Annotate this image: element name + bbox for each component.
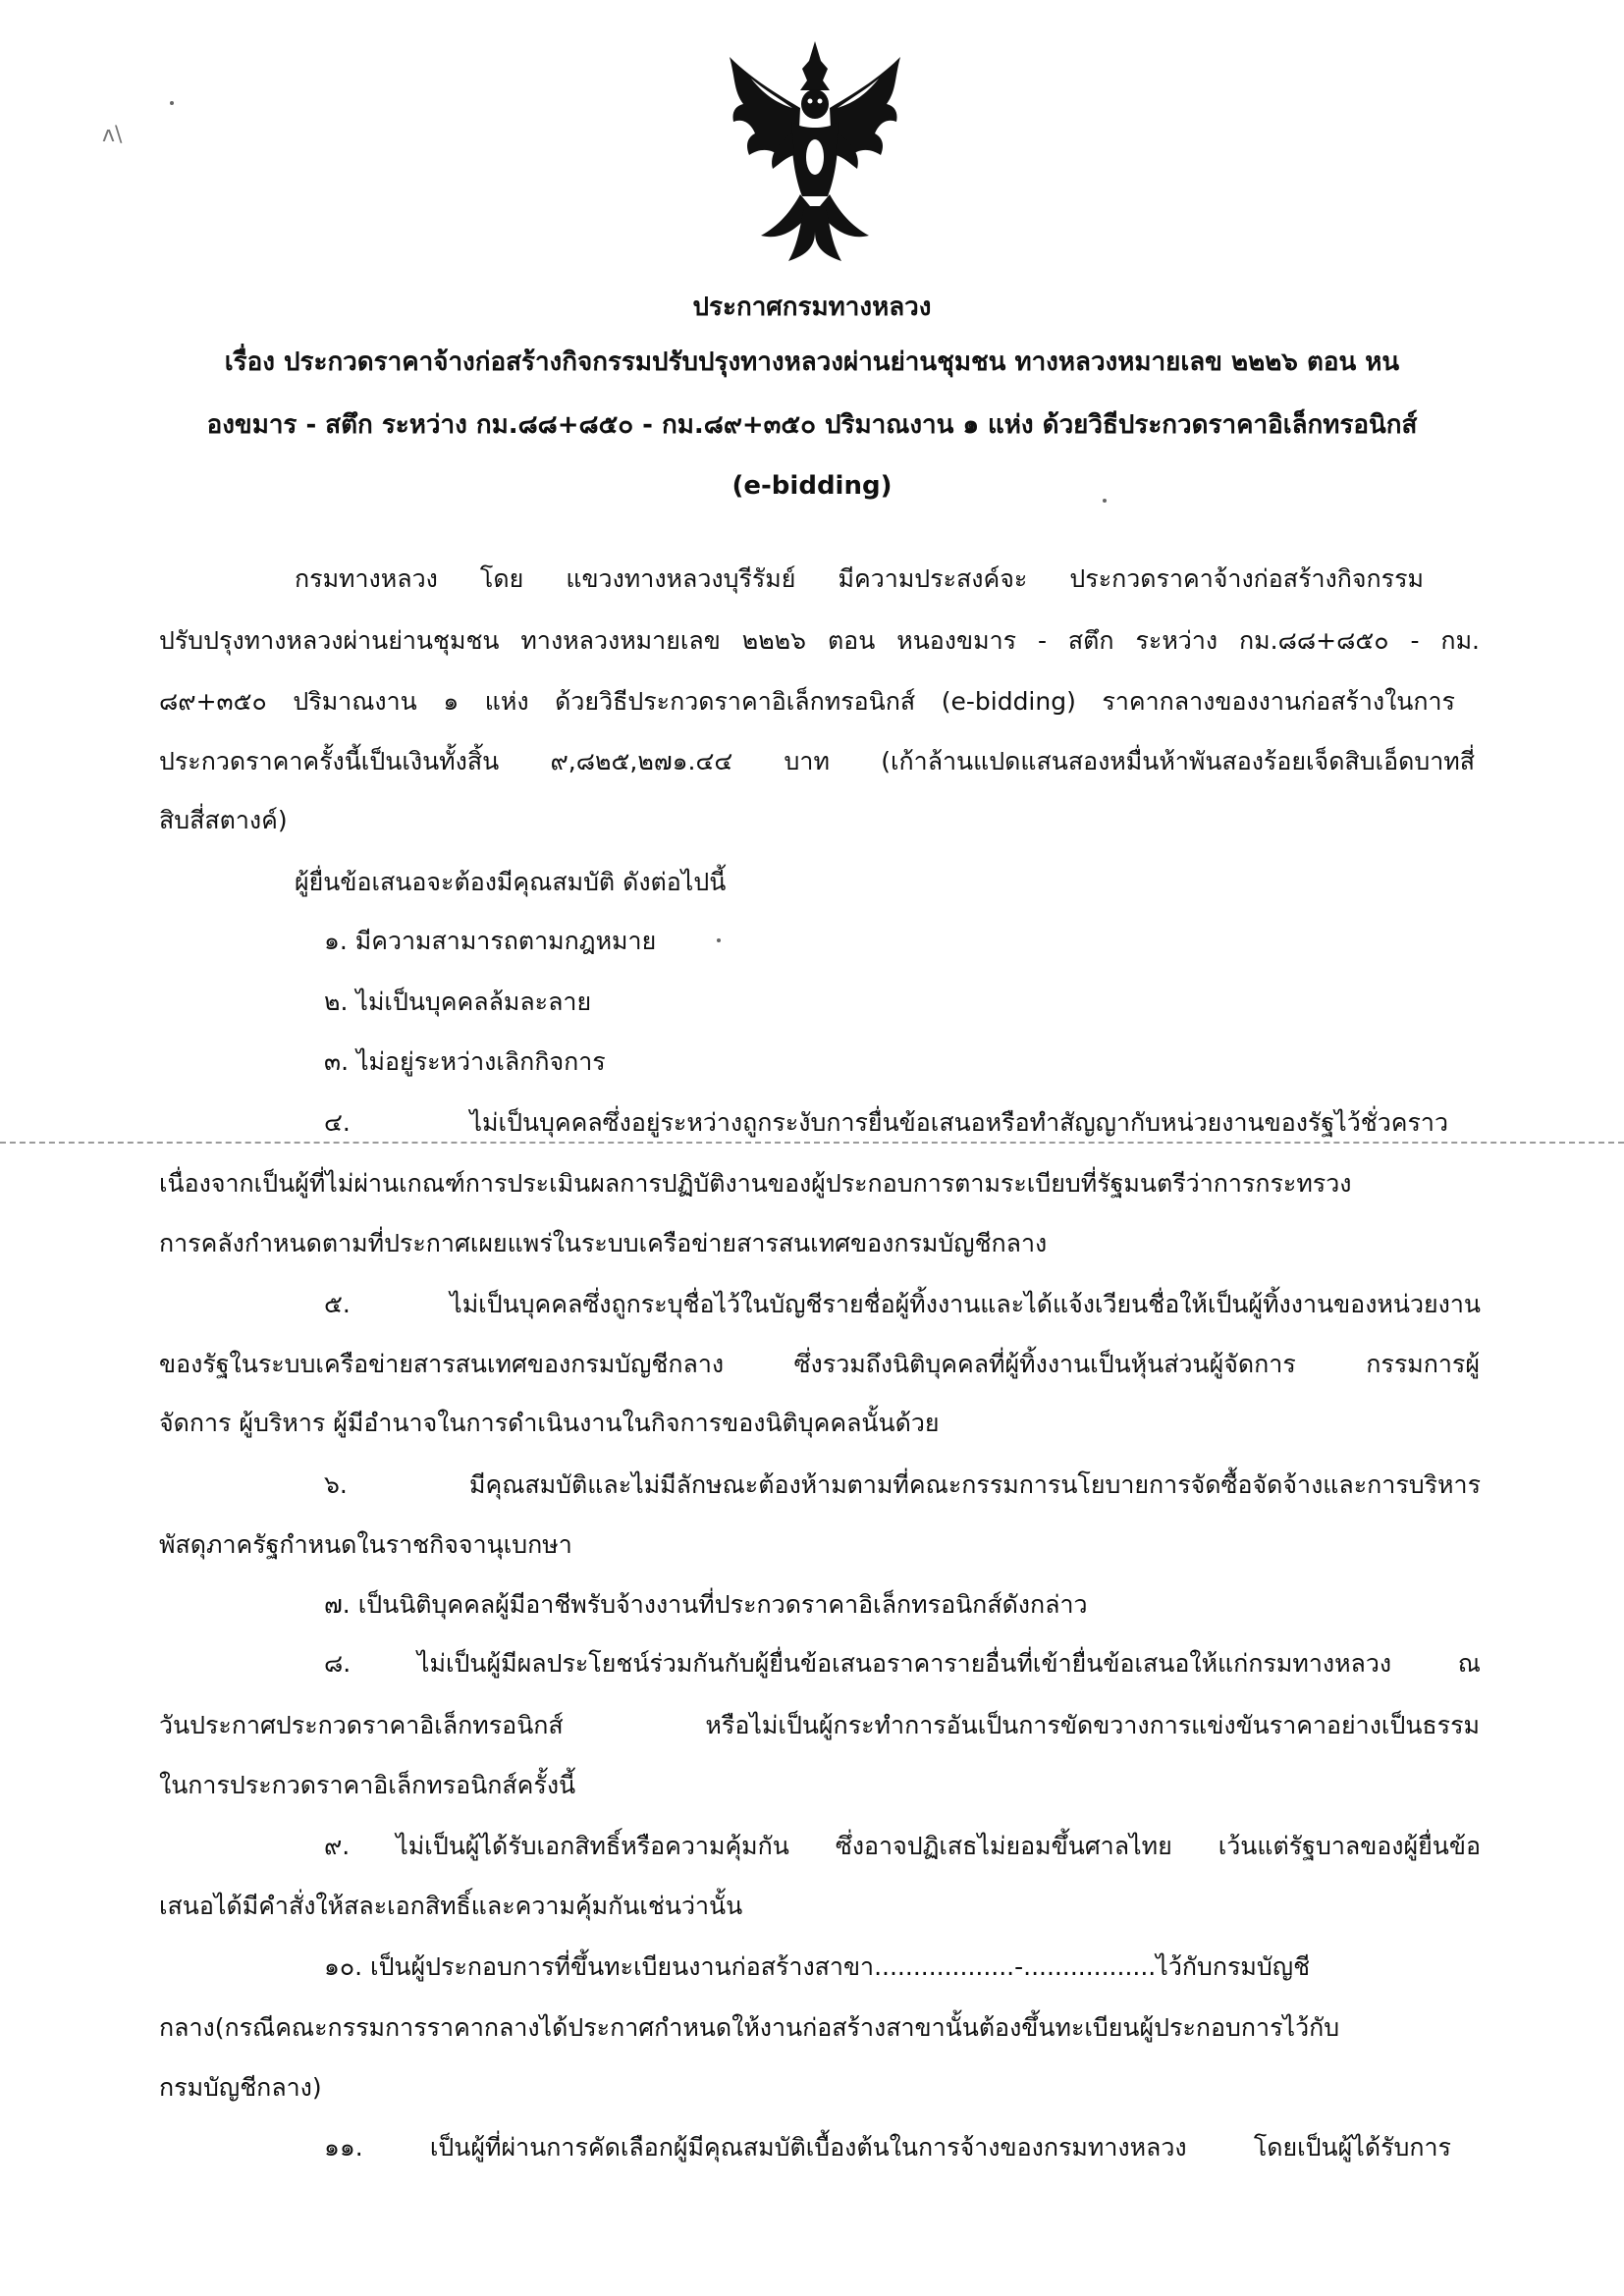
qualifications-heading: ผู้ยื่นข้อเสนอจะต้องมีคุณสมบัติ ดังต่อไปนี้ [295,868,727,896]
scan-dot [170,101,174,105]
item-10-line-2: กลาง(กรณีคณะกรรมการราคากลางได้ประกาศกำหนดให้งานก่อสร้างสาขานั้นต้องขึ้นทะเบียนผู้ประกอบการไว้กับ [159,2013,1340,2042]
item-8-line-2: วันประกาศประกวดราคาอิเล็กทรอนิกส์ หรือไม่เป็นผู้กระทำการอันเป็นการขัดขวางการแข่งขันราคาอย่างเป็นธรรม [159,1711,1480,1739]
item-10-line-3: กรมบัญชีกลาง) [159,2073,322,2102]
item-8-line-3: ในการประกวดราคาอิเล็กทรอนิกส์ครั้งนี้ [159,1771,576,1799]
item-4-line-1: ๔. ไม่เป็นบุคคลซึ่งอยู่ระหว่างถูกระงับการยื่นข้อเสนอหรือทำสัญญากับหน่วยงานของรัฐไว้ชั่วคราว [324,1108,1448,1137]
announcement-title: ประกาศกรมทางหลวง [692,293,932,322]
item-5-line-2: ของรัฐในระบบเครือข่ายสารสนเทศของกรมบัญชีกลาง ซึ่งรวมถึงนิติบุคคลที่ผู้ทิ้งงานเป็นหุ้นส่วนผู้จัดการ กรรมการผู้ [159,1350,1480,1378]
intro-line-1: กรมทางหลวง โดย แขวงทางหลวงบุรีรัมย์ มีความประสงค์จะ ประกวดราคาจ้างก่อสร้างกิจกรรม [295,564,1424,593]
scan-dot [717,938,721,942]
item-8-line-1: ๘. ไม่เป็นผู้มีผลประโยชน์ร่วมกันกับผู้ยื่นข้อเสนอราคารายอื่นที่เข้ายื่นข้อเสนอให้แก่กรมทางหลวง ณ [324,1649,1481,1678]
subject-line-2: องขมาร - สตึก ระหว่าง กม.๘๘+๘๕๐ - กม.๘๙+๓๕๐ ปริมาณงาน ๑ แห่ง ด้วยวิธีประกวดราคาอิเล็กทรอนิกส์ [206,410,1418,440]
scan-dot [1103,499,1107,503]
item-11-line-1: ๑๑. เป็นผู้ที่ผ่านการคัดเลือกผู้มีคุณสมบัติเบื้องต้นในการจ้างของกรมทางหลวง โดยเป็นผู้ได้รับการ [324,2133,1451,2162]
garuda-emblem [722,39,908,265]
subject-line-1: เรื่อง ประกวดราคาจ้างก่อสร้างกิจกรรมปรับปรุงทางหลวงผ่านย่านชุมชน ทางหลวงหมายเลข ๒๒๒๖ ตอน หน [224,347,1400,377]
item-1: ๑. มีความสามารถตามกฎหมาย [324,927,657,955]
item-7: ๗. เป็นนิติบุคคลผู้มีอาชีพรับจ้างงานที่ประกวดราคาอิเล็กทรอนิกส์ดังกล่าว [324,1590,1088,1619]
item-6-line-2: พัสดุภาครัฐกำหนดในราชกิจจานุเบกษา [159,1530,572,1559]
scan-mark: ᴧ\ [102,123,123,147]
item-10-line-1: ๑๐. เป็นผู้ประกอบการที่ขึ้นทะเบียนงานก่อสร้างสาขา..................-.................ไว้กับกรมบัญชี [324,1952,1311,1981]
intro-line-2: ปรับปรุงทางหลวงผ่านย่านชุมชน ทางหลวงหมายเลข ๒๒๒๖ ตอน หนองขมาร - สตึก ระหว่าง กม.๘๘+๘๕๐ - กม. [159,626,1480,655]
intro-line-4: ประกวดราคาครั้งนี้เป็นเงินทั้งสิ้น ๙,๘๒๕,๒๗๑.๔๔ บาท (เก้าล้านแปดแสนสองหมื่นห้าพันสองร้อยเจ็ดสิบเอ็ดบาทสี่ [159,747,1475,775]
intro-line-3: ๘๙+๓๕๐ ปริมาณงาน ๑ แห่ง ด้วยวิธีประกวดราคาอิเล็กทรอนิกส์ (e-bidding) ราคากลางของงานก่อสร้างในการ [159,687,1455,716]
item-4-line-3: การคลังกำหนดตามที่ประกาศเผยแพร่ในระบบเครือข่ายสารสนเทศของกรมบัญชีกลาง [159,1229,1048,1257]
item-2: ๒. ไม่เป็นบุคคลล้มละลาย [324,988,592,1016]
item-5-line-1: ๕. ไม่เป็นบุคคลซึ่งถูกระบุชื่อไว้ในบัญชีรายชื่อผู้ทิ้งงานและได้แจ้งเวียนชื่อให้เป็นผู้ทิ้งงานของหน่วยงาน [324,1290,1481,1318]
item-3: ๓. ไม่อยู่ระหว่างเลิกกิจการ [324,1047,606,1076]
item-9-line-1: ๙. ไม่เป็นผู้ได้รับเอกสิทธิ์หรือความคุ้มกัน ซึ่งอาจปฏิเสธไม่ยอมขึ้นศาลไทย เว้นแต่รัฐบาลของผู้ยื่นข้อ [324,1832,1481,1860]
scan-line [0,1142,1624,1144]
item-9-line-2: เสนอได้มีคำสั่งให้สละเอกสิทธิ์และความคุ้มกันเช่นว่านั้น [159,1892,743,1920]
intro-line-5: สิบสี่สตางค์) [159,806,288,834]
item-5-line-3: จัดการ ผู้บริหาร ผู้มีอำนาจในการดำเนินงานในกิจการของนิติบุคคลนั้นด้วย [159,1409,940,1437]
item-4-line-2: เนื่องจากเป็นผู้ที่ไม่ผ่านเกณฑ์การประเมินผลการปฏิบัติงานของผู้ประกอบการตามระเบียบที่รัฐมนตรีว่าการกระทรวง [159,1169,1352,1198]
subject-line-3: (e-bidding) [731,471,893,501]
item-6-line-1: ๖. มีคุณสมบัติและไม่มีลักษณะต้องห้ามตามที่คณะกรรมการนโยบายการจัดซื้อจัดจ้างและการบริหาร [324,1470,1481,1499]
